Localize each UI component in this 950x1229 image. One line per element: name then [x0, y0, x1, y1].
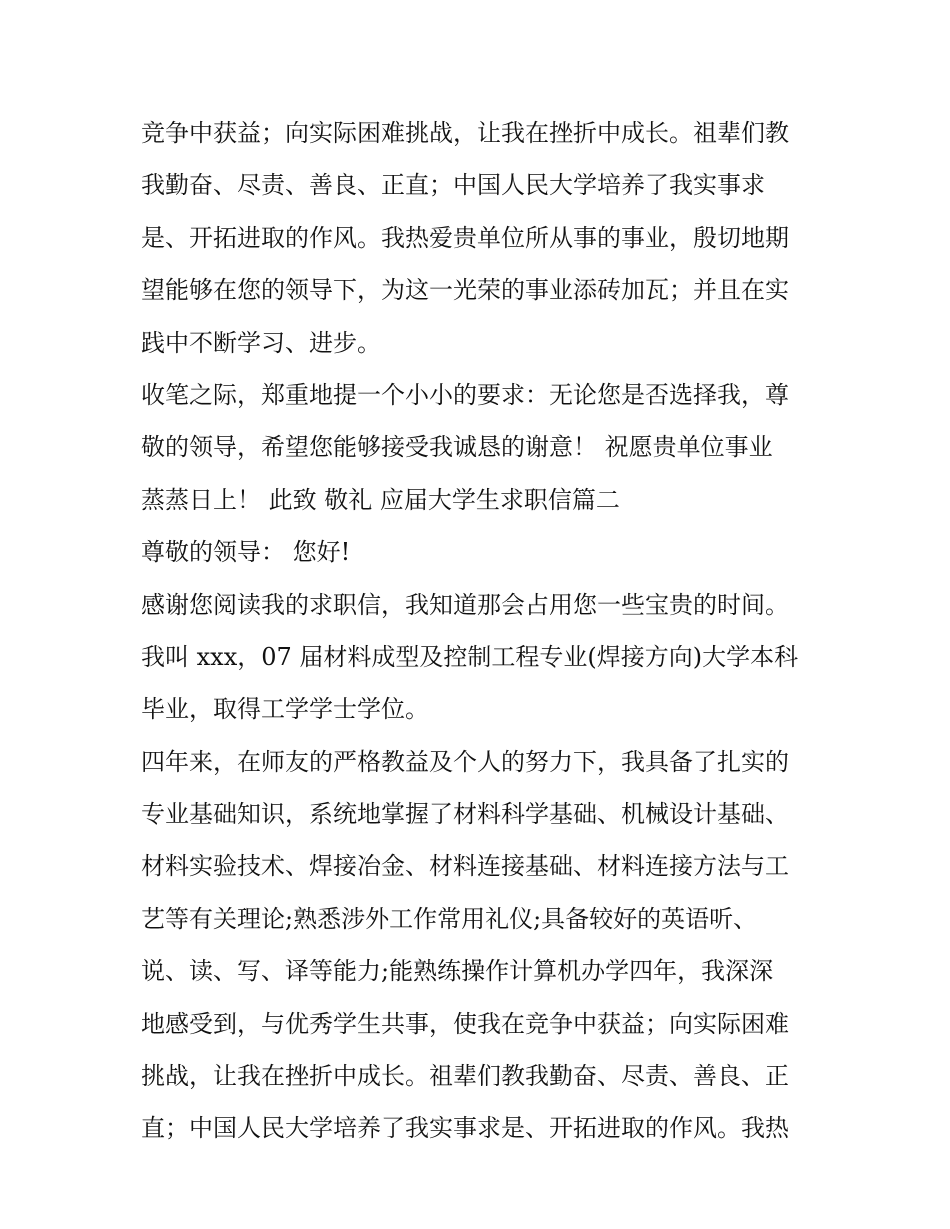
text-line: 尊敬的领导： 您好!	[141, 538, 351, 567]
text-line: 毕业，取得工学学士学位。	[141, 695, 429, 724]
text-line: 蒸蒸日上！ 此致 敬礼 应届大学生求职信篇二	[141, 485, 620, 514]
text-line: 我叫 xxx，07 届材料成型及控制工程专业(焊接方向)大学本科	[141, 642, 799, 671]
text-line: 挑战，让我在挫折中成长。祖辈们教我勤奋、尽责、善良、正	[141, 1062, 789, 1091]
text-line: 竞争中获益；向实际困难挑战，让我在挫折中成长。祖辈们教	[141, 119, 789, 147]
text-line: 说、读、写、译等能力;能熟练操作计算机办学四年，我深深	[141, 957, 774, 986]
text-line: 直；中国人民大学培养了我实事求是、开拓进取的作风。我热	[141, 1114, 789, 1143]
text-line: 我勤奋、尽责、善良、正直；中国人民大学培养了我实事求	[141, 171, 765, 200]
text-line: 四年来，在师友的严格教益及个人的努力下，我具备了扎实的	[141, 747, 789, 776]
text-line: 专业基础知识，系统地掌握了材料科学基础、机械设计基础、	[141, 800, 789, 829]
text-line: 地感受到，与优秀学生共事，使我在竞争中获益；向实际困难	[141, 1009, 789, 1038]
text-line: 是、开拓进取的作风。我热爱贵单位所从事的事业，殷切地期	[141, 223, 789, 252]
text-line: 感谢您阅读我的求职信，我知道那会占用您一些宝贵的时间。	[141, 590, 789, 619]
text-line: 收笔之际，郑重地提一个小小的要求：无论您是否选择我，尊	[141, 380, 789, 409]
text-line: 艺等有关理论;熟悉涉外工作常用礼仪;具备较好的英语听、	[141, 904, 758, 933]
letter-body	[141, 107, 841, 1155]
text-line: 敬的领导，希望您能够接受我诚恳的谢意！ 祝愿贵单位事业	[141, 433, 773, 462]
text-line: 望能够在您的领导下，为这一光荣的事业添砖加瓦；并且在实	[141, 276, 789, 305]
text-line: 材料实验技术、焊接冶金、材料连接基础、材料连接方法与工	[141, 852, 789, 881]
text-line: 践中不断学习、进步。	[141, 328, 381, 357]
